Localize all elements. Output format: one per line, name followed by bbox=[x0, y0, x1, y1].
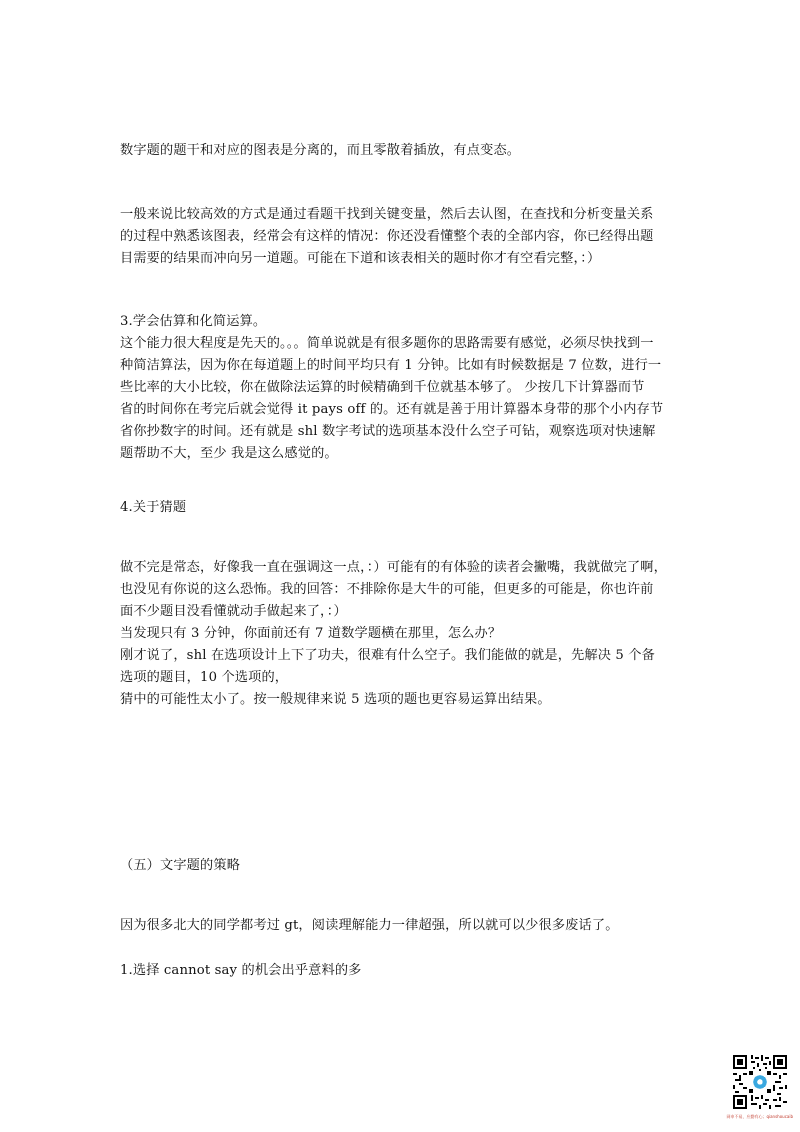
section-heading: 4.关于猜题 bbox=[120, 500, 187, 515]
paragraph-estimation bbox=[120, 311, 680, 465]
text-line: 猜中的可能性太小了。按一般规律来说 5 选项的题也更容易运算出结果。 bbox=[120, 692, 551, 707]
text-line: 当发现只有 3 分钟，你面前还有 7 道数学题横在那里，怎么办？ bbox=[120, 626, 502, 641]
text-line: 种简洁算法，因为你在每道题上的时间平均只有 1 分钟。比如有时候数据是 7 位数，进行一 bbox=[120, 358, 662, 373]
section-heading: （五）文字题的策略 bbox=[120, 858, 241, 873]
section-heading: 3.学会估算和化简运算。 bbox=[120, 314, 267, 329]
paragraph-reading-ability bbox=[120, 915, 680, 937]
section-heading: 1.选择 cannot say 的机会出乎意料的多 bbox=[120, 963, 362, 978]
paragraph-figures-layout bbox=[120, 140, 680, 162]
paragraph-guessing bbox=[120, 557, 680, 711]
text-line: 题帮助不大，至少 我是这么感觉的。 bbox=[120, 446, 338, 461]
text-line: 也没见有你说的这么恐怖。我的回答：不排除你是大牛的可能，但更多的可能是，你也许前 bbox=[120, 582, 654, 597]
text-line: 做不完是常态，好像我一直在强调这一点，：）可能有的有体验的读者会撇嘴，我就做完了啊， bbox=[120, 560, 667, 575]
paragraph-text-strategy-heading bbox=[120, 855, 680, 877]
paragraph-efficient-method bbox=[120, 204, 680, 270]
paragraph-cannot-say bbox=[120, 960, 680, 982]
qr-caption: 网申不易，应勤有心；qianshoucaib bbox=[726, 1114, 793, 1119]
text-line: 些比率的大小比较，你在做除法运算的时候精确到千位就基本够了。 少按几下计算器而节 bbox=[120, 380, 645, 395]
text-line: 的过程中熟悉该图表，经常会有这样的情况：你还没看懂整个表的全部内容，你已经得出题 bbox=[120, 229, 654, 244]
text-line: 省你抄数字的时间。还有就是 shl 数字考试的选项基本没什么空子可钻，观察选项对快速解 bbox=[120, 424, 656, 439]
text-line: 面不少题目没看懂就动手做起来了，：） bbox=[120, 604, 347, 619]
qr-code-icon bbox=[731, 1053, 789, 1111]
text-line: 省的时间你在考完后就会觉得 it pays off 的。还有就是善于用计算器本身带的那个小内存节 bbox=[120, 402, 664, 417]
text-line: 选项的题目，10 个选项的， bbox=[120, 670, 289, 685]
text-line: 一般来说比较高效的方式是通过看题干找到关键变量，然后去认图，在查找和分析变量关系 bbox=[120, 207, 654, 222]
text-line: 这个能力很大程度是先天的。。。简单说就是有很多题你的思路需要有感觉，必须尽快找到一 bbox=[120, 336, 654, 351]
text-line: 因为很多北大的同学都考过 gt，阅读理解能力一律超强，所以就可以少很多废话了。 bbox=[120, 918, 619, 933]
text-line: 数字题的题干和对应的图表是分离的，而且零散着插放，有点变态。 bbox=[120, 143, 521, 158]
text-line: 刚才说了，shl 在选项设计上下了功夫，很难有什么空子。我们能做的就是，先解决 5 个备 bbox=[120, 648, 655, 663]
paragraph-guessing-heading bbox=[120, 497, 680, 519]
text-line: 目需要的结果而冲向另一道题。可能在下道和该表相关的题时你才有空看完整，：） bbox=[120, 251, 601, 266]
